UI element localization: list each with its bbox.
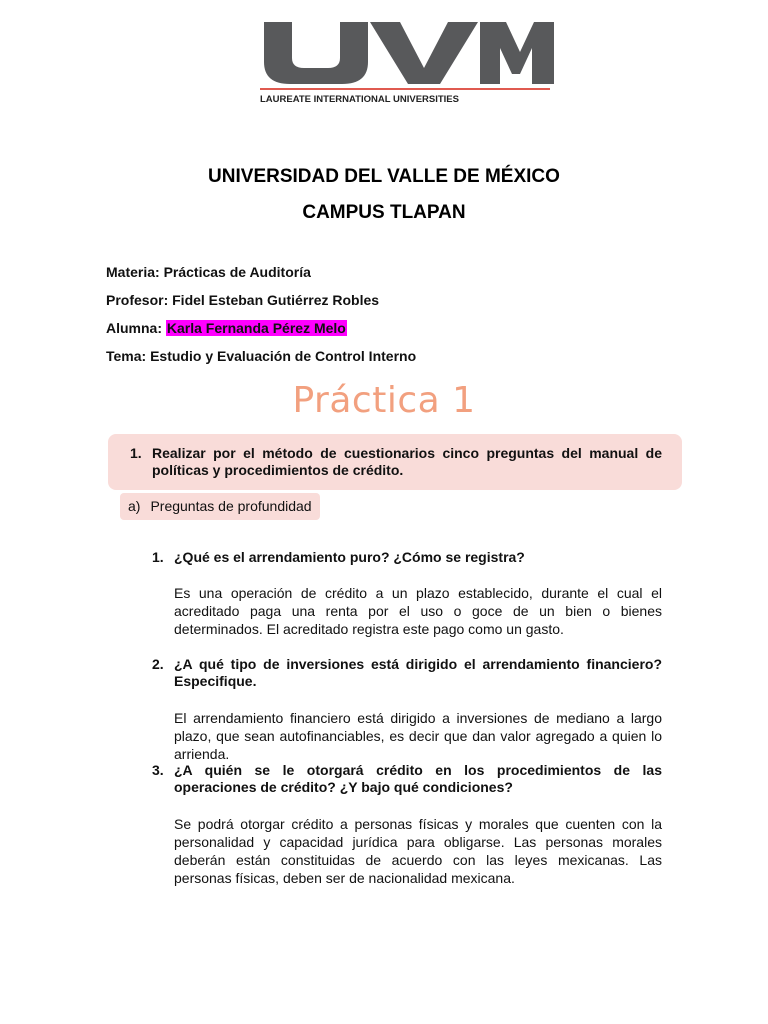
answer-1: Es una operación de crédito a un plazo establecido, durante el cual el acreditado paga una renta por el uso o goce de un bien o bienes determinados. El acreditado registra este pago como un gasto. (174, 585, 662, 637)
tema-label: Tema: (106, 348, 147, 364)
materia-line (106, 264, 311, 280)
alumna-label: Alumna: (106, 320, 162, 336)
profesor-value: Fidel Esteban Gutiérrez Robles (172, 292, 380, 308)
question-2 (152, 656, 662, 690)
section-text: Preguntas de profundidad (150, 498, 312, 514)
profesor-label: Profesor: (106, 292, 169, 308)
alumna-line (106, 320, 347, 336)
tema-value: Estudio y Evaluación de Control Interno (150, 348, 417, 364)
materia-label: Materia: (106, 264, 160, 280)
question-text: ¿A quién se le otorgará crédito en los procedimientos de las operaciones de crédito? ¿Y bajo qué condiciones? (174, 762, 662, 795)
section-letter: a) (128, 498, 141, 514)
question-number: 3. (152, 762, 164, 778)
answer-3: Se podrá otorgar crédito a personas físicas y morales que cuenten con la personalidad y capacidad jurídica para obligarse. Las personas morales deberán están constituidas de acuerdo con las leyes mexicanas. Las personas físicas, deben ser de nacionalidad mexicana. (174, 816, 662, 886)
practice-title: Práctica 1 (292, 380, 476, 421)
profesor-line (106, 292, 379, 308)
instruction-number: 1. (130, 445, 142, 461)
question-number: 1. (152, 549, 164, 565)
logo-tagline: LAUREATE INTERNATIONAL UNIVERSITIES (260, 94, 459, 105)
uvm-logo (258, 14, 558, 106)
section-label (120, 493, 320, 520)
university-title: UNIVERSIDAD DEL VALLE DE MÉXICO (208, 166, 560, 187)
question-1 (152, 549, 662, 566)
answer-2: El arrendamiento financiero está dirigido a inversiones de mediano a largo plazo, que sean autofinanciables, es decir que dan valor agregado a quien lo arrienda. (174, 710, 662, 762)
question-text: ¿A qué tipo de inversiones está dirigido el arrendamiento financiero? Especifique. (174, 656, 662, 689)
tema-line (106, 348, 416, 364)
materia-value: Prácticas de Auditoría (163, 264, 311, 280)
alumna-value-highlighted: Karla Fernanda Pérez Melo (166, 320, 346, 336)
campus-title: CAMPUS TLAPAN (302, 202, 466, 223)
instruction-box (108, 434, 682, 490)
instruction-text: Realizar por el método de cuestionarios cinco preguntas del manual de políticas y procedimientos de crédito. (152, 445, 662, 478)
question-text: ¿Qué es el arrendamiento puro? ¿Cómo se registra? (174, 549, 525, 565)
question-3 (152, 762, 662, 796)
question-number: 2. (152, 656, 164, 672)
